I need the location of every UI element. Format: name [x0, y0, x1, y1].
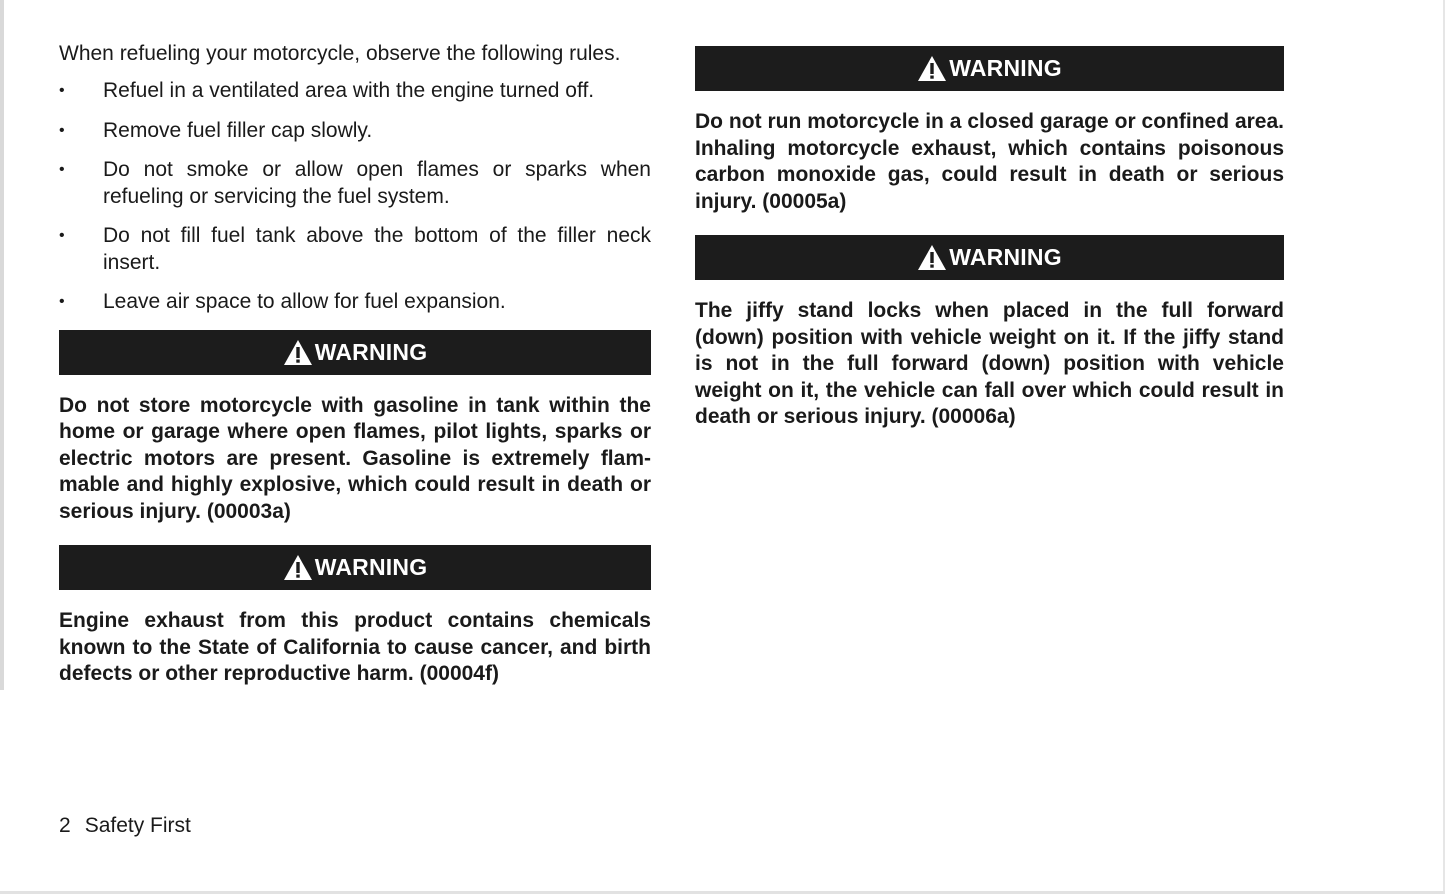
warning-banner: [695, 46, 1284, 91]
section-title: Safety First: [84, 814, 191, 837]
right-column: [695, 46, 1284, 431]
warning-banner: [695, 235, 1284, 280]
rule-item: [59, 157, 651, 210]
warning-banner: [59, 330, 651, 375]
rule-text: Do not fill fuel tank above the bottom of the filler neck insert.: [103, 224, 651, 274]
warning-text: Engine exhaust from this product contains chemicals known to the State of California to cause cancer, and birth defects or other reproductive harm. (00004f): [59, 609, 651, 685]
warning-label: WARNING: [949, 244, 1062, 270]
rule-item: [59, 289, 651, 316]
bullet: •: [59, 227, 65, 244]
warning-triangle-icon: [283, 339, 313, 366]
warning-label: WARNING: [314, 554, 428, 580]
rule-text: Refuel in a ventilated area with the engine turned off.: [103, 79, 595, 102]
page-edge: [0, 0, 4, 690]
bullet: •: [59, 121, 65, 139]
rule-item: [59, 78, 651, 105]
warning-triangle-icon: [917, 244, 947, 271]
refueling-rules-list: [59, 78, 651, 316]
bullet: •: [59, 293, 65, 310]
warning-triangle-icon: [283, 554, 313, 581]
warning-banner: [59, 545, 651, 590]
warning-label: WARNING: [314, 338, 428, 365]
intro-text: When refueling your motorcycle, observe the following rules.: [59, 42, 621, 65]
rule-text: Leave air space to allow for fuel expansion.: [103, 290, 506, 313]
warning-label: WARNING: [949, 55, 1062, 81]
rule-text: Remove fuel filler cap slowly.: [103, 118, 373, 142]
warning-text: Do not store motorcycle with gasoline in tank within the home or garage where open flames, pilot lights, sparks or electric motors are present. Gasoline is extremely flammable and highly explosive, which could result in death or serious injury. (00003a): [59, 393, 651, 523]
warning-triangle-icon: [917, 55, 947, 82]
rule-text: Do not smoke or allow open flames or sparks when refueling or servicing the fuel system.: [103, 158, 651, 208]
warning-text: Do not run motorcycle in a closed garage or confined area. Inhaling motorcycle exhaust, which contains poisonous carbon monoxide gas, could result in death or serious injury. (00005a): [695, 110, 1284, 213]
page-footer: [59, 814, 191, 838]
page-number: 2: [59, 814, 71, 837]
warning-text: The jiffy stand locks when placed in the full forward (down) position with vehicle weight on it. If the jiffy stand is not in the full forward (down) position with vehicle weight on it, the vehicle can fall over which could result in death or serious injury. (00006a): [695, 299, 1284, 428]
bullet: •: [59, 82, 65, 99]
bullet: •: [59, 161, 65, 178]
left-column: [59, 40, 651, 688]
rule-item: [59, 223, 651, 276]
rule-item: [59, 118, 651, 145]
